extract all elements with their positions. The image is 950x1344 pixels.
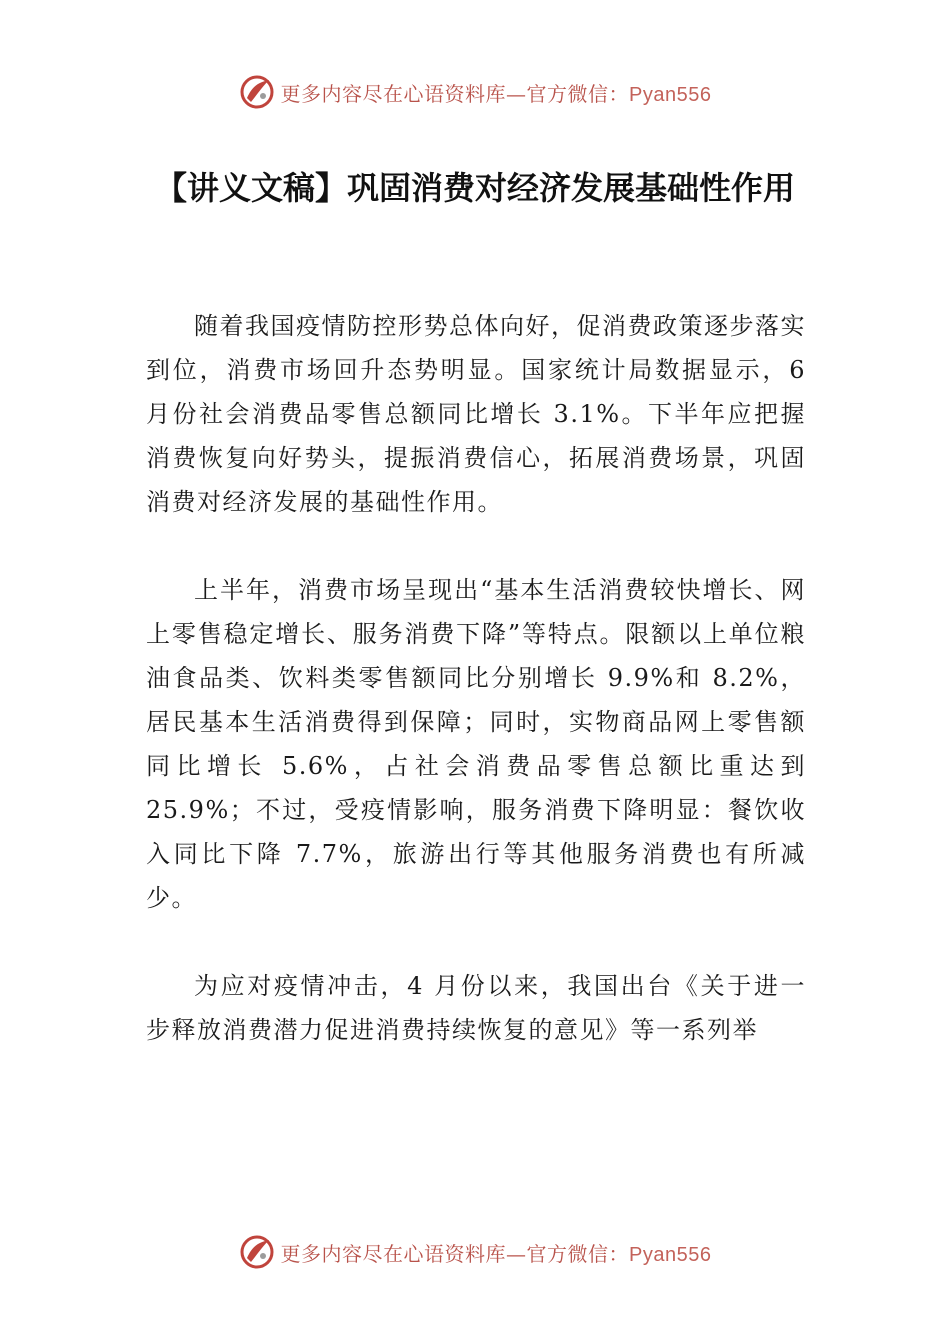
document-body — [146, 304, 806, 1096]
red-seal-logo-icon — [239, 1234, 275, 1270]
wechat-id: Pyan556 — [629, 1243, 712, 1266]
watermark-text: 更多内容尽在心语资料库—官方微信：Pyan556 — [280, 81, 712, 106]
watermark-text: 更多内容尽在心语资料库—官方微信：Pyan556 — [280, 1241, 712, 1266]
paragraph-1: 随着我国疫情防控形势总体向好，促消费政策逐步落实到位，消费市场回升态势明显。国家统计局数据显示，6 月份社会消费品零售总额同比增长 3.1%。下半年应把握消费恢复向好势头，提振消费信心，拓展消费场景，巩固消费对经济发展的基础性作用。 — [146, 312, 806, 516]
paragraph-2: 上半年，消费市场呈现出“基本生活消费较快增长、网上零售稳定增长、服务消费下降”等特点。限额以上单位粮油食品类、饮料类零售额同比分别增长 9.9%和 8.2%，居民基本生活消费得到保障；同时，实物商品网上零售额同比增长 5.6%，占社会消费品零售总额比重达到 25.9%；不过，受疫情影响，服务消费下降明显：餐饮收入同比下降 7.7%，旅游出行等其他服务消费也有所减少。 — [146, 576, 806, 912]
wechat-id: Pyan556 — [629, 83, 712, 106]
footer-watermark — [0, 1232, 950, 1272]
document-title: 【讲义文稿】巩固消费对经济发展基础性作用 — [154, 169, 795, 207]
header-watermark — [0, 72, 950, 112]
red-seal-logo-icon — [239, 74, 275, 110]
paragraph-3: 为应对疫情冲击，4 月份以来，我国出台《关于进一步释放消费潜力促进消费持续恢复的意见》等一系列举 — [146, 972, 806, 1044]
